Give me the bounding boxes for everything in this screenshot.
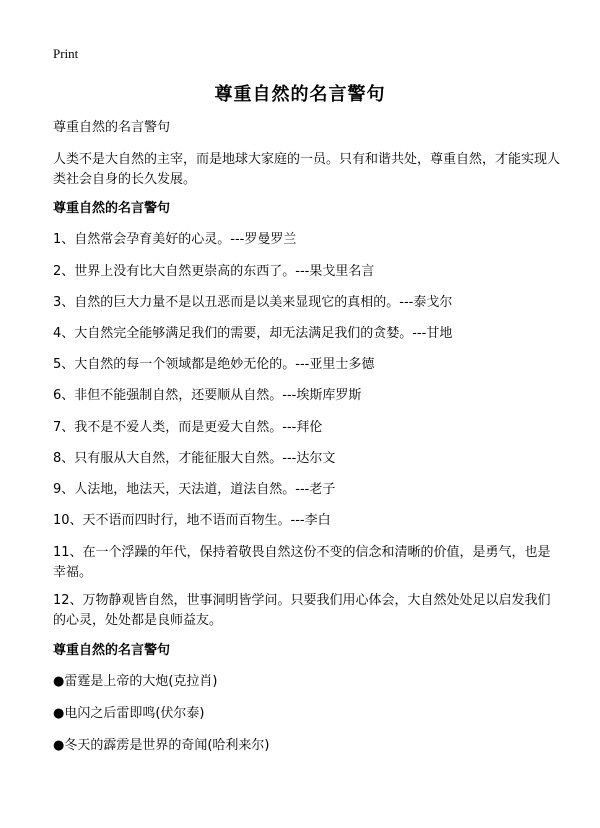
section-heading-bullets: 尊重自然的名言警句 [53, 643, 171, 658]
quote-item: 7、我不是不爱人类，而是更爱大自然。---拜伦 [53, 420, 323, 435]
bullet-item: ●冬天的霹雳是世界的奇闻(哈利来尔) [53, 738, 270, 753]
page-title: 尊重自然的名言警句 [214, 84, 386, 105]
quote-item: 5、大自然的每一个领域都是绝妙无伦的。---亚里士多德 [53, 357, 375, 372]
section-heading-quotes: 尊重自然的名言警句 [53, 201, 171, 216]
quote-item: 3、自然的巨大力量不是以丑恶而是以美来显现它的真相的。---泰戈尔 [53, 295, 453, 310]
quote-item: 10、天不语而四时行，地不语而百物生。---李白 [53, 513, 331, 528]
quote-item: 8、只有服从大自然，才能征服大自然。---达尔文 [53, 451, 336, 466]
document-subtitle: 尊重自然的名言警句 [53, 120, 171, 135]
bullet-item: ●雷霆是上帝的大炮(克拉肖) [53, 674, 218, 689]
print-link[interactable]: Print [53, 46, 79, 61]
quote-item: 11、在一个浮躁的年代，保持着敬畏自然这份不变的信念和清晰的价值，是勇气，也是幸福。 [53, 545, 551, 580]
quote-item: 4、大自然完全能够满足我们的需要，却无法满足我们的贪婪。---甘地 [53, 326, 453, 341]
quote-item: 6、非但不能强制自然，还要顺从自然。---埃斯库罗斯 [53, 388, 362, 403]
quote-item: 1、自然常会孕育美好的心灵。---罗曼罗兰 [53, 232, 297, 247]
bullet-item: ●电闪之后雷即鸣(伏尔泰) [53, 706, 205, 721]
intro-paragraph: 人类不是大自然的主宰，而是地球大家庭的一员。只有和谐共处，尊重自然，才能实现人类社会自身的长久发展。 [53, 152, 561, 187]
quote-item: 2、世界上没有比大自然更崇高的东西了。---果戈里名言 [53, 264, 375, 279]
quote-item: 9、人法地，地法天，天法道，道法自然。---老子 [53, 482, 336, 497]
quote-item: 12、万物静观皆自然，世事洞明皆学问。只要我们用心体会，大自然处处足以启发我们的心灵，处处都是良师益友。 [53, 593, 551, 628]
